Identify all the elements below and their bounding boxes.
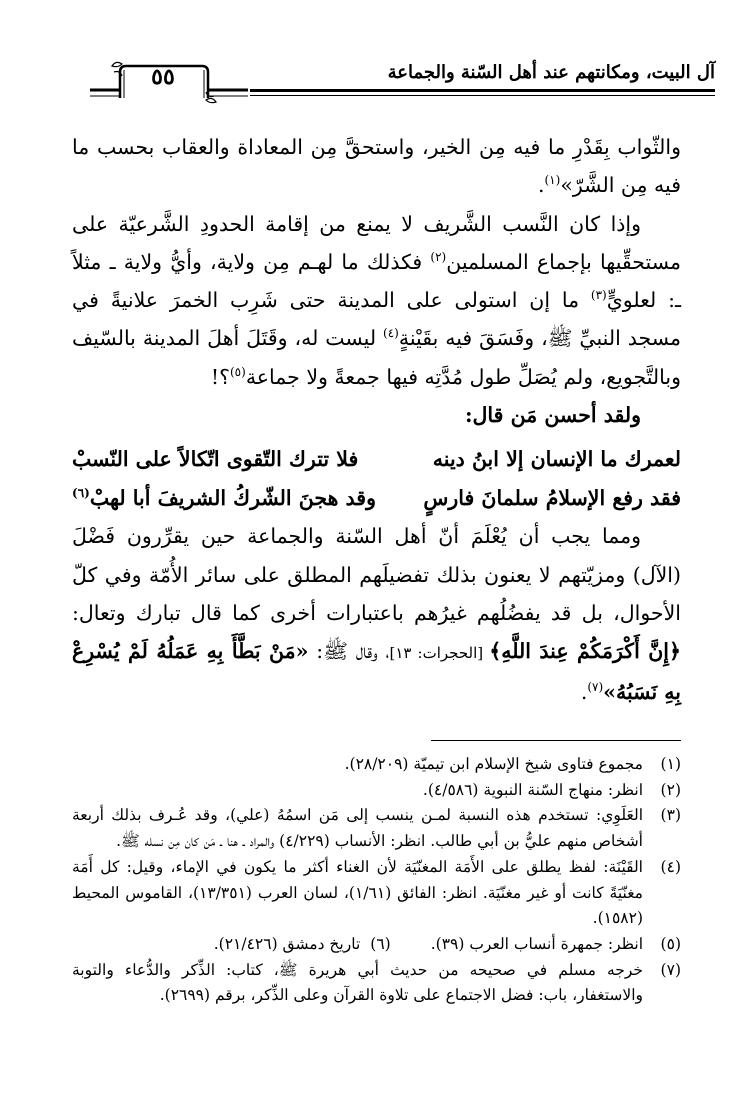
- footnotes: [72, 752, 681, 1009]
- footnote-number: (٣): [660, 806, 681, 825]
- footnote-ref-5[interactable]: (٥): [229, 364, 246, 379]
- poem-line-2: [72, 479, 681, 518]
- paragraph-2-end: ؟!: [210, 364, 230, 389]
- footnote-text: مجموع فتاوى شيخ الإسلام ابن تيميّة (٢٨/٢٠٩).: [344, 755, 643, 773]
- footnote-number: (١): [660, 755, 681, 773]
- running-header-title: آل البيت، ومكانتهم عند أهل السّنة والجماعة: [387, 62, 715, 83]
- footnote-text: القَيْنَة: لفظ يطلق على الأَمَة المغنّيَة لأن الغناء أكثر ما يكون في الإماء، وقيل: كل أَمَة مغنّيَةً كانت أو غير مغنّيَة. انظر: الفائق (١/٦١)، لسان العرب (١٣/٣٥١)، القاموس المحيط (١٥٨٢).: [72, 857, 643, 928]
- paragraph-2-text-d: ليست له، وقَتَلَ أهلَ المدينة بالسّيف وبالتَّجويع، ولم يُصَلِّ طول مُدَّتِه فيها جمعةً ولا جماعة: [72, 326, 681, 389]
- paragraph-2-text-a: وإذا كان النَّسب الشَّريف لا يمنع من إقامة الحدودِ الشَّرعيّة على مستحقِّيها بإجماع المسلمين: [72, 211, 681, 274]
- main-text: [72, 128, 681, 711]
- footnote-1: [72, 752, 681, 778]
- footnote-5-6: [72, 932, 681, 958]
- poem-line-2-second-text: وقد هجنَ الشّركُ الشريفَ أبا لهبْ: [89, 485, 376, 510]
- footnote-5-text: انظر: جمهرة أنساب العرب (٣٩).: [430, 934, 643, 953]
- paragraph-1-text: والثّواب بِقَدْرِ ما فيه مِن الخير، واستحقَّ مِن المعاداة والعقاب بحسب ما فيه مِن الشَّرّ»: [72, 135, 681, 198]
- page-number-ornament: [90, 58, 248, 104]
- footnote-ref-2[interactable]: (٢): [430, 250, 447, 265]
- footnote-ref-3[interactable]: (٣): [590, 288, 607, 303]
- paragraph-1: [72, 128, 681, 205]
- footnote-ref-7[interactable]: (٧): [587, 679, 604, 694]
- paragraph-4-text-a: ومما يجب أن يُعْلَمَ أنّ أهل السّنة والجماعة حين يقرِّرون فَضْلَ (الآل) ومزيّتهم لا يعنون بذلك تفضيلَهم المطلق على سائر الأُمّة وفي كلّ الأحوال، بل قد يفضُلُهم غيرُهم باعتبارات أخرى كما قال تبارك وتعال:: [72, 524, 681, 625]
- hadith-text: «مَنْ بَطَّأَ بِهِ عَمَلُهُ لَمْ يُسْرِعْ بِهِ نَسَبُهُ»: [72, 639, 681, 704]
- footnote-7: [72, 958, 681, 1009]
- footnote-6-text: تاريخ دمشق (٢١/٤٢٦).: [213, 934, 361, 953]
- header-rule-thick: [250, 89, 715, 92]
- footnote-number: (٧): [660, 960, 681, 979]
- footnote-number: (٢): [660, 780, 681, 799]
- footnote-ref-6[interactable]: (٦): [72, 486, 90, 501]
- quran-reference: [الحجرات: ١٣]: [389, 644, 490, 663]
- poem-line-1: [72, 440, 681, 479]
- running-header: [90, 58, 715, 102]
- footnote-ref-1[interactable]: (١): [544, 173, 561, 188]
- footnote-separator: [431, 740, 681, 741]
- footnote-number: (٤): [660, 857, 681, 876]
- footnote-ref-4[interactable]: (٤): [383, 326, 399, 341]
- poem-line-1-second-hemistich: فلا تترك التّقوى اتّكالاً على النّسبْ: [72, 447, 359, 472]
- paragraph-2-text-c: ما إن استولى على المدينة حتى شَرِب الخمرَ علانيةً في مسجد النبيِّ ﷺ، وفَسَقَ فيه بقَيْنةٍ: [72, 288, 681, 351]
- poem-line-1-first-hemistich: لعمرك ما الإنسان إلا ابنُ دينه: [432, 447, 681, 472]
- paragraph-2: [72, 205, 681, 396]
- footnote-text: انظر: منهاج السّنة النبوية (٤/٥٨٦).: [422, 780, 643, 799]
- paragraph-2-text-b: فكذلك ما لهـم مِن ولاية، وأيُّ ولاية ـ مثلاً ـ: لعلويٍّ: [72, 249, 681, 313]
- quran-verse: ﴿إِنَّ أَكْرَمَكُمْ عِندَ اللَّهِ﴾: [489, 639, 681, 664]
- paragraph-1-end: .: [537, 173, 545, 198]
- footnote-2: [72, 778, 681, 804]
- footnote-6-number: (٦): [370, 934, 391, 953]
- paragraph-4: [72, 517, 681, 710]
- footnote-text-pair: [72, 932, 643, 958]
- poem-line-2-second-hemistich: [72, 479, 376, 518]
- header-rule-thin: [250, 95, 715, 96]
- paragraph-4-end: .: [580, 679, 588, 704]
- poem-line-2-first-hemistich: فقد رفع الإسلامُ سلمانَ فارسٍ: [423, 485, 681, 510]
- footnote-text: خرجه مسلم في صحيحه من حديث أبي هريرة ﷺ، كتاب: الذِّكر والدُّعاء والتوبة والاستغفار، باب: فضل الاجتماع على تلاوة القرآن وعلى الذِّكر، برقم (٢٦٩٩).: [72, 960, 643, 1005]
- footnote-4: [72, 855, 681, 932]
- page-number: ٥٥: [151, 64, 175, 90]
- footnote-number: (٥): [660, 934, 681, 953]
- footnote-text: العَلَوِي: تستخدم هذه النسبة لمـن ينسب إلى مَن اسمُهُ (علي)، وقد عُـرف بذلك أربعة أشخاص منهم عليُّ بن أبي طالب. انظر: الأنساب (٤/٢٢٩) والمراد ـ هنا ـ مَن كان مِن نسله ﷺ.: [72, 806, 643, 851]
- poem-intro: ولقد أحسن مَن قال:: [464, 403, 641, 428]
- paragraph-4-text-b: ، وقال ﷺ:: [308, 639, 390, 664]
- poem: [72, 440, 681, 517]
- footnote-3: [72, 803, 681, 854]
